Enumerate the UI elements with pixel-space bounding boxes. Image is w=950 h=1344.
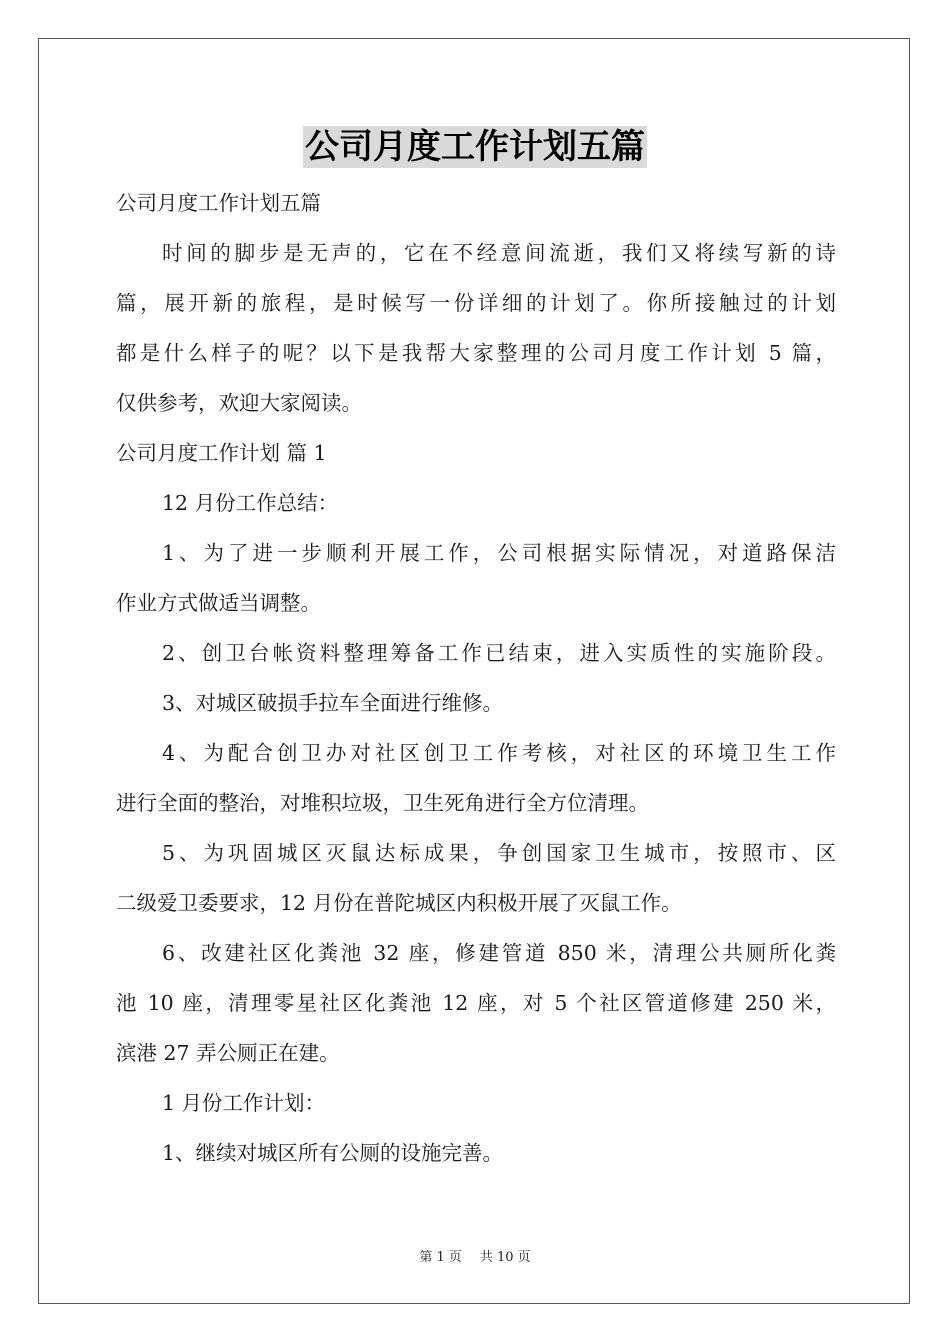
- text-line: 3、对城区破损手拉车全面进行维修。: [162, 691, 504, 715]
- page-number-total: 共 10 页: [479, 1250, 531, 1265]
- text-line: 6、改建社区化粪池 32 座，修建管道 850 米，清理公共厕所化粪: [162, 941, 836, 965]
- text-line: 5、为巩固城区灭鼠达标成果，争创国家卫生城市，按照市、区: [162, 841, 836, 865]
- text-line: 时间的脚步是无声的，它在不经意间流逝，我们又将续写新的诗: [162, 241, 836, 265]
- text-line: 仅供参考，欢迎大家阅读。: [116, 391, 362, 415]
- text-line: 公司月度工作计划五篇: [116, 191, 321, 215]
- document-title-text: 公司月度工作计划五篇: [305, 127, 645, 167]
- text-line: 12 月份工作总结：: [162, 491, 339, 515]
- text-line: 2、创卫台帐资料整理筹备工作已结束，进入实质性的实施阶段。: [162, 641, 836, 665]
- text-line: 4、为配合创卫办对社区创卫工作考核，对社区的环境卫生工作: [162, 741, 836, 765]
- text-line: 公司月度工作计划 篇 1: [116, 441, 327, 465]
- document-title: [0, 126, 950, 168]
- page-number-current: 第 1 页: [419, 1250, 462, 1265]
- text-line: 篇，展开新的旅程，是时候写一份详细的计划了。你所接触过的计划: [116, 291, 836, 315]
- text-line: 都是什么样子的呢？以下是我帮大家整理的公司月度工作计划 5 篇，: [116, 341, 836, 365]
- document-body: [116, 178, 836, 1178]
- text-line: 1 月份工作计划：: [162, 1091, 326, 1115]
- text-line: 1、为了进一步顺利开展工作，公司根据实际情况，对道路保洁: [162, 541, 836, 565]
- text-line: 进行全面的整治，对堆积垃圾，卫生死角进行全方位清理。: [116, 791, 649, 815]
- text-line: 1、继续对城区所有公厕的设施完善。: [162, 1141, 504, 1165]
- text-line: 池 10 座，清理零星社区化粪池 12 座，对 5 个社区管道修建 250 米，: [116, 991, 836, 1015]
- page-footer: [0, 1246, 950, 1265]
- text-line: 二级爱卫委要求，12 月份在普陀城区内积极开展了灭鼠工作。: [116, 891, 682, 915]
- text-line: 作业方式做适当调整。: [116, 591, 321, 615]
- text-line: 滨港 27 弄公厕正在建。: [116, 1041, 340, 1065]
